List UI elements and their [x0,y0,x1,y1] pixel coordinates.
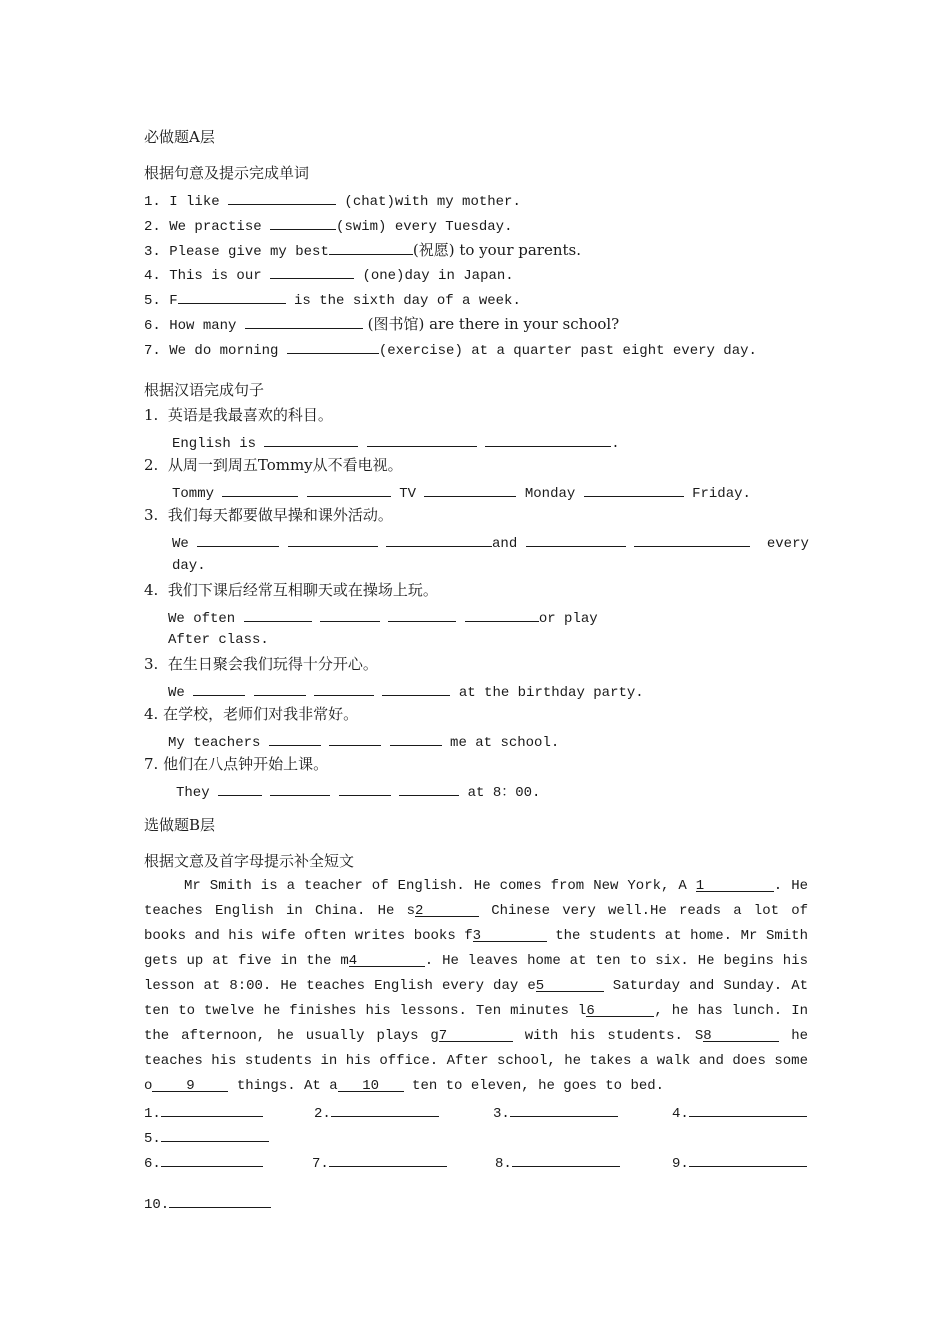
word-item-5: 5. F is the sixth day of a week. [144,289,521,310]
answer-blank[interactable] [510,1102,618,1117]
answer-blank[interactable] [512,1152,620,1167]
answer-blank[interactable] [288,532,378,547]
answer-blank[interactable] [264,432,358,447]
answer-blank[interactable] [386,532,492,547]
section-a-title: 必做题A层 [144,128,215,146]
passage-line-1: Mr Smith is a teacher of English. He comes from New York, A 1 . He [184,878,808,894]
cloze-blank-5[interactable]: 5 [536,977,604,992]
word-item-2: 2. We practise (swim) every Tuesday. [144,215,512,236]
answer-line-1: 1. [144,1102,263,1123]
passage-line-9: o 9 things. At a 10 ten to eleven, he goes to bed. [144,1078,665,1094]
passage-line-5: lesson at 8:00. He teaches English every day e5 Saturday and Sunday. At [144,978,809,994]
sentence-item-1-cn: 1. 英语是我最喜欢的科目。 [144,406,333,424]
word-item-6: 6. How many (图书馆) are there in your school? [144,315,620,334]
answer-blank[interactable] [245,314,363,329]
answer-blank[interactable] [485,432,611,447]
answer-line-2: 2. [314,1102,439,1123]
answer-blank[interactable] [193,681,245,696]
sentence-item-4-cn: 4. 我们下课后经常互相聊天或在操场上玩。 [144,581,438,599]
sentence-item-3-cn: 3. 我们每天都要做早操和课外活动。 [144,506,393,524]
cloze-blank-7[interactable]: 7 [439,1027,513,1042]
answer-blank[interactable] [424,482,516,497]
answer-blank[interactable] [270,264,354,279]
cloze-blank-10[interactable]: 10 [338,1077,404,1092]
answer-blank[interactable] [228,190,336,205]
sentence-item-4-en: We often or play [168,607,598,628]
answer-blank[interactable] [382,681,450,696]
sentence-item-3-en-cont: day. [172,558,206,574]
answer-blank[interactable] [689,1152,807,1167]
answer-blank[interactable] [270,781,330,796]
answer-line-4: 4. [672,1102,807,1123]
answer-blank[interactable] [320,607,380,622]
answer-blank[interactable] [218,781,262,796]
sentence-item-5-en: We at the birthday party. [168,681,644,702]
answer-line-8: 8. [495,1152,620,1173]
answer-blank[interactable] [161,1102,263,1117]
sentence-item-7-en: They at 8：00. [176,781,540,802]
answer-blank[interactable] [329,240,413,255]
passage-line-8: teaches his students in his office. After school, he takes a walk and does some [144,1053,808,1069]
sentence-item-6-cn: 4. 在学校，老师们对我非常好。 [144,705,359,723]
answer-blank[interactable] [169,1193,271,1208]
answer-blank[interactable] [307,482,391,497]
sentence-item-7-cn: 7. 他们在八点钟开始上课。 [144,755,329,773]
sentence-item-4-en-cont: After class. [168,632,269,648]
answer-line-9: 9. [672,1152,807,1173]
answer-blank[interactable] [197,532,279,547]
answer-line-5: 5. [144,1127,269,1148]
answer-blank[interactable] [339,781,391,796]
answer-blank[interactable] [287,339,379,354]
answer-blank[interactable] [329,1152,447,1167]
cloze-blank-4[interactable]: 4 [349,952,425,967]
answer-blank[interactable] [254,681,306,696]
answer-blank[interactable] [399,781,459,796]
answer-blank[interactable] [465,607,539,622]
sentence-item-5-cn: 3. 在生日聚会我们玩得十分开心。 [144,655,378,673]
cloze-blank-9[interactable]: 9 [152,1077,228,1092]
cloze-blank-2[interactable]: 2 [415,902,479,917]
part2-title: 根据汉语完成句子 [144,381,265,399]
answer-blank[interactable] [390,731,442,746]
answer-blank[interactable] [388,607,456,622]
section-b-title: 选做题B层 [144,816,216,834]
word-item-7: 7. We do morning (exercise) at a quarter past eight every day. [144,339,757,360]
passage-line-6: ten to twelve he finishes his lessons. Ten minutes l6 , he has lunch. In [144,1003,808,1019]
answer-blank[interactable] [689,1102,807,1117]
sentence-item-1-en: English is . [172,432,620,453]
answer-blank[interactable] [269,731,321,746]
sentence-item-6-en: My teachers me at school. [168,731,559,752]
answer-line-7: 7. [312,1152,447,1173]
answer-line-3: 3. [493,1102,618,1123]
sentence-item-2-en: Tommy TV Monday Friday. [172,482,751,503]
passage-line-7: the afternoon, he usually plays g7 with his students. S8 he [144,1028,809,1044]
part1-title: 根据句意及提示完成单词 [144,164,310,182]
cloze-blank-6[interactable]: 6 [586,1002,654,1017]
answer-blank[interactable] [222,482,298,497]
word-item-1: 1. I like (chat)with my mother. [144,190,521,211]
word-item-3: 3. Please give my best (祝愿) to your parents. [144,241,582,260]
answer-blank[interactable] [314,681,374,696]
answer-blank[interactable] [584,482,684,497]
answer-blank[interactable] [244,607,312,622]
answer-blank[interactable] [331,1102,439,1117]
word-item-4: 4. This is our (one)day in Japan. [144,264,514,285]
cloze-blank-1[interactable]: 1 [696,877,774,892]
answer-line-10: 10. [144,1193,271,1214]
answer-blank[interactable] [329,731,381,746]
answer-blank[interactable] [270,215,336,230]
answer-blank[interactable] [161,1152,263,1167]
passage-line-2: teaches English in China. He s2 Chinese very well.He reads a lot of [144,903,808,919]
answer-blank[interactable] [526,532,626,547]
answer-line-6: 6. [144,1152,263,1173]
cloze-blank-3[interactable]: 3 [473,927,547,942]
answer-blank[interactable] [161,1127,269,1142]
cloze-blank-8[interactable]: 8 [703,1027,779,1042]
passage-line-3: books and his wife often writes books f3 the students at home. Mr Smith [144,928,808,944]
answer-blank[interactable] [367,432,477,447]
section-b-part1-title: 根据文意及首字母提示补全短文 [144,852,355,870]
sentence-item-3-en: We and every [172,532,809,553]
passage-line-4: gets up at five in the m4 . He leaves home at ten to six. He begins his [144,953,808,969]
sentence-item-2-cn: 2. 从周一到周五Tommy从不看电视。 [144,456,403,474]
answer-blank[interactable] [634,532,750,547]
answer-blank[interactable] [178,289,286,304]
